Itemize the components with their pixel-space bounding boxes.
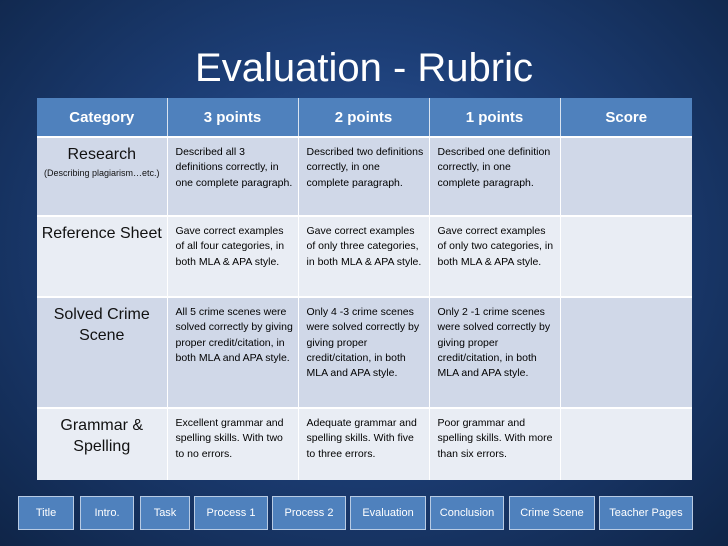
nav-button-task[interactable]: Task (140, 496, 190, 530)
nav-button-crime-scene[interactable]: Crime Scene (509, 496, 595, 530)
header-2-points: 2 points (298, 98, 429, 137)
category-name: Grammar & Spelling (60, 417, 144, 455)
nav-button-teacher-pages[interactable]: Teacher Pages (599, 496, 693, 530)
category-cell (37, 297, 167, 408)
category-cell (37, 216, 167, 297)
nav-button-conclusion[interactable]: Conclusion (430, 496, 504, 530)
criteria-cell: Adequate grammar and spelling skills. With five to three errors. (298, 408, 429, 480)
criteria-cell: Excellent grammar and spelling skills. With two to no errors. (167, 408, 298, 480)
criteria-cell: Only 2 -1 crime scenes were solved correctly by giving proper credit/citation, in both MLA and APA style. (429, 297, 560, 408)
page-title: Evaluation - Rubric (195, 46, 533, 90)
category-note: (Describing plagiarism…etc.) (43, 168, 160, 178)
nav-button-process-2[interactable]: Process 2 (272, 496, 346, 530)
navigation-bar (0, 496, 728, 532)
nav-button-intro[interactable]: Intro. (80, 496, 134, 530)
criteria-cell: Gave correct examples of only two categories, in both MLA & APA style. (429, 216, 560, 297)
nav-button-process-1[interactable]: Process 1 (194, 496, 268, 530)
table-row (37, 216, 692, 297)
criteria-cell: Gave correct examples of only three categories, in both MLA & APA style. (298, 216, 429, 297)
table-row (37, 408, 692, 480)
category-name: Research (67, 146, 136, 163)
header-category: Category (37, 98, 167, 137)
header-score: Score (560, 98, 692, 137)
nav-button-title[interactable]: Title (18, 496, 74, 530)
header-3-points: 3 points (167, 98, 298, 137)
criteria-cell: All 5 crime scenes were solved correctly by giving proper credit/citation, in both MLA and APA style. (167, 297, 298, 408)
category-name: Solved Crime Scene (53, 306, 150, 344)
criteria-cell: Gave correct examples of all four categories, in both MLA & APA style. (167, 216, 298, 297)
header-1-points: 1 points (429, 98, 560, 137)
category-cell (37, 137, 167, 216)
score-cell (560, 297, 692, 408)
criteria-cell: Only 4 -3 crime scenes were solved correctly by giving proper credit/citation, in both MLA and APA style. (298, 297, 429, 408)
criteria-cell: Described two definitions correctly, in one complete paragraph. (298, 137, 429, 216)
category-cell (37, 408, 167, 480)
criteria-cell: Described one definition correctly, in one complete paragraph. (429, 137, 560, 216)
nav-button-evaluation[interactable]: Evaluation (350, 496, 426, 530)
score-cell (560, 137, 692, 216)
rubric-table (37, 98, 692, 480)
score-cell (560, 408, 692, 480)
table-row (37, 137, 692, 216)
criteria-cell: Described all 3 definitions correctly, in one complete paragraph. (167, 137, 298, 216)
category-name: Reference Sheet (41, 225, 162, 242)
score-cell (560, 216, 692, 297)
table-row (37, 297, 692, 408)
criteria-cell: Poor grammar and spelling skills. With more than six errors. (429, 408, 560, 480)
rubric-header-row (37, 98, 692, 137)
